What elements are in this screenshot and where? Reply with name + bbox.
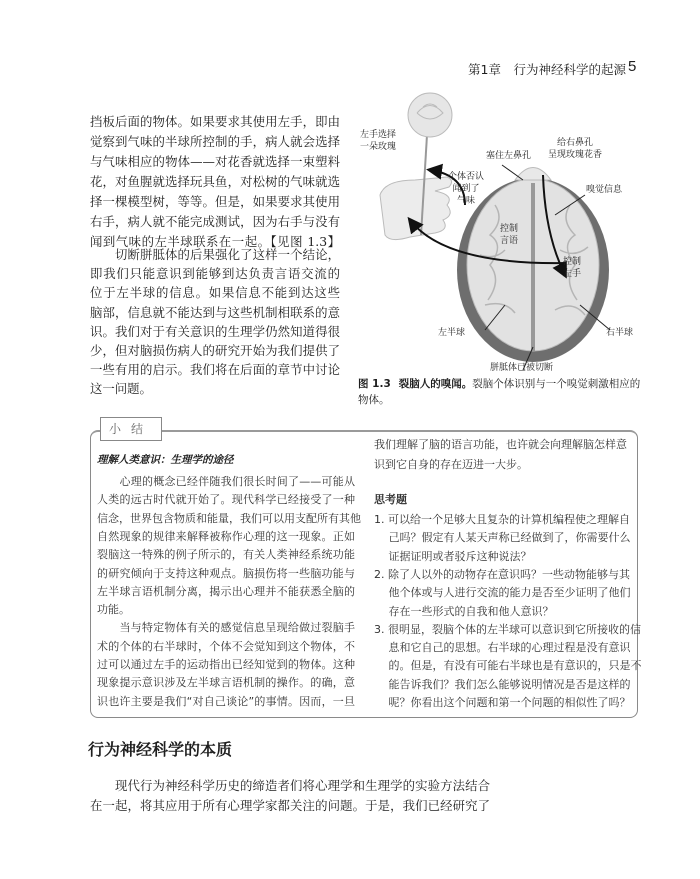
text-line: 信念，世界包含物质和能量，我们可以用支配所有其他: [97, 511, 361, 525]
text-line: 与气味相应的物体——对花香就选择一束塑料: [90, 154, 340, 169]
think-questions-title: 思考题: [374, 493, 407, 506]
text-line: 的。但是，有没有可能右半球也是有意识的，只是不: [374, 659, 642, 673]
text-line: 闻到气味的左半球联系在一起。【见图 1.3】: [90, 234, 340, 249]
text-line: 当与特定物体有关的感觉信息呈现给做过裂脑手: [97, 621, 355, 635]
text-line: 息和它自己的思想。右半球的心理过程是没有意识: [374, 641, 631, 655]
summary-subtitle: 理解人类意识：生理学的途径: [97, 454, 234, 466]
label-denies-smell: 个体否认 闻到了 气味: [448, 172, 485, 206]
text-line: 现象提示意识涉及左半球言语机制的操作。的确，意: [97, 676, 355, 690]
text-line: 己吗？假定有人某天声称已经做到了，你需要什么: [374, 531, 631, 545]
label-left-hemisphere: 左半球: [438, 328, 466, 338]
hand-icon: [380, 177, 452, 240]
text-line: 他个体或与人进行交流的能力是否至少证明了他们: [374, 586, 631, 600]
text-line: 我们理解了脑的语言功能，也许就会向理解脑怎样意: [374, 438, 627, 451]
text-line: 能告诉我们？我们怎么能够说明情况是否是这样的: [374, 677, 631, 691]
text-line: 挡板后面的物体。如果要求其使用左手，即由: [90, 114, 340, 129]
label-controls-left-hand: 控制 左手: [563, 257, 582, 279]
text-line: 择一棵模型树，等等。但是，如果要求其使用: [90, 194, 340, 209]
text-line: 人类的远古时代就开始了。现代科学已经接受了一种: [97, 493, 355, 507]
text-line: 脑部，信息就不能达到与这些机制相联系的意: [90, 304, 340, 320]
text-line: 自然现象的规律来解释被称作心理的这一现象。正如: [97, 529, 355, 543]
caption-text: 裂脑个体识别与一个嗅觉刺激相应的物体。: [358, 378, 641, 406]
text-line: 一些有用的启示。我们将在后面的章节中讨论: [90, 362, 340, 378]
text-line: 术的个体的右半球时，个体不会觉知到这个物体，不: [97, 639, 355, 653]
text-line: 花，对鱼腥就选择玩具鱼，对松树的气味就选: [90, 174, 340, 189]
label-olfactory-info: 嗅觉信息: [586, 185, 623, 195]
label-controls-speech: 控制 言语: [500, 224, 519, 246]
text-line: 3. 很明显，裂脑个体的左半球可以意识到它所接收的信: [374, 622, 641, 636]
text-line: 功能。: [97, 603, 130, 617]
text-line: 现代行为神经科学历史的缔造者们将心理学和生理学的实验方法结合: [90, 778, 490, 793]
text-line: 位于左半球的信息。如果信息不能到达这些: [90, 285, 340, 301]
text-line: 1. 可以给一个足够大且复杂的计算机编程使之理解自: [374, 513, 630, 526]
label-right-nostril: 给右鼻孔 呈现玫瑰花香: [548, 138, 603, 160]
summary-tab-label: 小结: [100, 417, 162, 441]
text-line: 识到它自身的存在迈进一大步。: [374, 457, 528, 471]
text-line: 切断胼胝体的后果强化了这样一个结论，: [90, 247, 340, 262]
text-line: 呢？你看出这个问题和第一个问题的相似性了吗？: [374, 696, 631, 709]
text-line: 2. 除了人以外的动物存在意识吗？一些动物能够与其: [374, 567, 630, 581]
text-line: 在一起，将其应用于所有心理学家都关注的问题。于是，我们已经研究了: [90, 798, 490, 813]
text-line: 右手，病人就不能完成测试，因为右手与没有: [90, 214, 340, 229]
label-right-hemisphere: 右半球: [606, 328, 634, 338]
caption-title: 裂脑人的嗅闻。: [398, 378, 473, 390]
text-line: 这一问题。: [90, 381, 152, 397]
text-line: 证据证明或者驳斥这种说法？: [374, 549, 532, 563]
text-line: 觉察到气味的半球所控制的手，病人就会选择: [90, 134, 340, 149]
text-line: 过可以通过左手的运动指出已经知觉到的物体。这种: [97, 658, 355, 671]
text-line: 裂脑这一特殊的例子所示的，有关人类神经系统功能: [97, 548, 355, 562]
running-header-chapter: 第1章 行为神经科学的起源: [468, 62, 626, 77]
text-line: 的研究倾向于支持这种观点。脑损伤将一些脑功能与: [97, 566, 355, 580]
label-left-hand-choice: 左手选择 一朵玫瑰: [360, 130, 397, 152]
text-line: 识。我们对于有关意识的生理学仍然知道得很: [90, 323, 340, 339]
caption-number: 图 1.3: [358, 378, 391, 390]
text-line: 少，但对脑损伤病人的研究开始为我们提供了: [90, 343, 340, 358]
text-line: 即我们只能意识到能够到达负责言语交流的: [90, 266, 340, 282]
section-heading: 行为神经科学的本质: [88, 740, 233, 759]
label-block-left-nostril: 塞住左鼻孔: [486, 151, 532, 161]
text-line: 心理的概念已经伴随我们很长时间了——可能从: [97, 475, 355, 488]
page-number: 5: [628, 58, 637, 75]
text-line: 存在一些形式的自我和他人意识？: [374, 604, 554, 618]
label-corpus-callosum-cut: 胼胝体已被切断: [490, 363, 554, 373]
figure-caption: [358, 376, 643, 408]
text-line: 识也许主要是我们“对自己谈论”的事情。因而，一旦: [97, 694, 355, 708]
text-line: 左半球言语机制分离，揭示出心理并不能获悉全脑的: [97, 584, 355, 598]
